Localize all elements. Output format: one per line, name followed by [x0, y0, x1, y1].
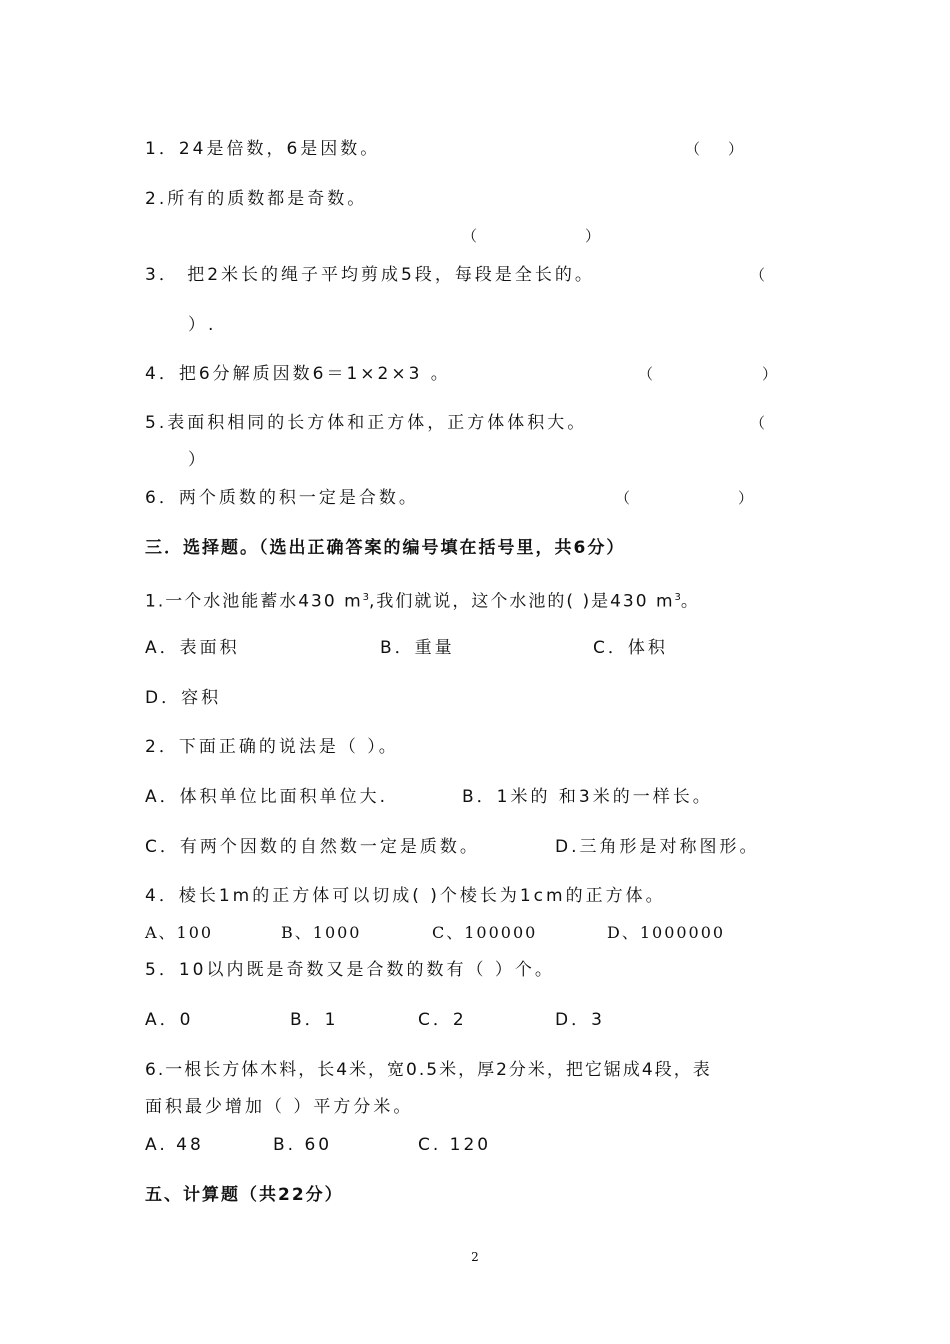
- tf-question-6: 6．两个质数的积一定是合数。: [145, 488, 419, 508]
- answer-paren-close: ）: [728, 140, 744, 158]
- mc-q5-option-b[interactable]: B．1: [290, 1010, 339, 1030]
- mc-question-1: [145, 586, 700, 614]
- mc-q5-option-a[interactable]: A．0: [145, 1010, 194, 1030]
- answer-paren-open[interactable]: （: [615, 489, 631, 507]
- mc-q2-option-a[interactable]: A．体积单位比面积单位大.: [145, 787, 389, 807]
- answer-paren-open[interactable]: （: [638, 365, 654, 383]
- tf-question-3: 3． 把2米长的绳子平均剪成5段，每段是全长的。: [145, 265, 595, 285]
- mc-question-6-line-2: 面积最少增加（ ）平方分米。: [145, 1097, 414, 1117]
- mc-question-6-line-1: 6.一根长方体木料，长4米，宽0.5米，厚2分米，把它锯成4段，表: [145, 1060, 712, 1080]
- mc-q6-option-c[interactable]: C. 120: [418, 1135, 492, 1155]
- mc-q1-option-d[interactable]: D．容积: [145, 688, 222, 708]
- tf-question-2: 2.所有的质数都是奇数。: [145, 189, 368, 209]
- answer-paren-close: ）: [762, 365, 778, 383]
- mc-q2-option-d[interactable]: D.三角形是对称图形。: [555, 837, 760, 857]
- section-3-title: 三．选择题。（选出正确答案的编号填在括号里，共6分）: [145, 538, 626, 558]
- mc-q4-option-d[interactable]: D、1000000: [607, 923, 726, 942]
- answer-paren-open[interactable]: （: [462, 227, 478, 245]
- mc-q6-option-b[interactable]: B. 60: [273, 1135, 333, 1155]
- superscript: 3: [674, 592, 681, 603]
- mc-q1-option-b[interactable]: B．重量: [380, 638, 455, 658]
- tf-question-5: 5.表面积相同的长方体和正方体，正方体体积大。: [145, 413, 588, 433]
- mc-q1-part: ,我们就说，这个水池的( )是430 m: [369, 591, 675, 612]
- mc-q5-option-d[interactable]: D．3: [555, 1010, 605, 1030]
- mc-q1-part: 。: [680, 591, 700, 612]
- mc-question-2: 2．下面正确的说法是（ ）。: [145, 737, 399, 757]
- tf-question-4: 4．把6分解质因数6＝1×2×3 。: [145, 364, 451, 384]
- answer-paren-close: ）: [585, 227, 601, 245]
- section-5-title: 五、计算题（共22分）: [145, 1185, 344, 1205]
- tf-question-5-continuation: ）: [188, 450, 208, 470]
- mc-q1-part: 1.一个水池能蓄水430 m: [145, 591, 363, 612]
- answer-paren-open[interactable]: （: [750, 414, 766, 432]
- mc-q5-option-c[interactable]: C．2: [418, 1010, 467, 1030]
- mc-q2-option-b[interactable]: B．1米的 和3米的一样长。: [462, 787, 713, 807]
- answer-paren-open[interactable]: （: [685, 140, 701, 158]
- mc-q4-option-a[interactable]: A、100: [145, 923, 214, 942]
- mc-q1-option-c[interactable]: C．体积: [593, 638, 668, 658]
- tf-question-1: 1．24是倍数，6是因数。: [145, 139, 381, 159]
- mc-q4-option-b[interactable]: B、1000: [281, 923, 362, 942]
- superscript: 3: [362, 592, 370, 603]
- page-number: 2: [471, 1250, 479, 1264]
- mc-question-5: 5．10以内既是奇数又是合数的数有（ ）个。: [145, 960, 555, 980]
- mc-question-4: 4．棱长1m的正方体可以切成( )个棱长为1cm的正方体。: [145, 886, 666, 906]
- answer-paren-open[interactable]: （: [750, 266, 766, 284]
- answer-paren-close: ）: [738, 489, 754, 507]
- tf-question-3-continuation: ）.: [188, 315, 217, 335]
- mc-q6-option-a[interactable]: A. 48: [145, 1135, 204, 1155]
- mc-q2-option-c[interactable]: C．有两个因数的自然数一定是质数。: [145, 837, 480, 857]
- mc-q1-option-a[interactable]: A．表面积: [145, 638, 240, 658]
- mc-q4-option-c[interactable]: C、100000: [432, 923, 538, 942]
